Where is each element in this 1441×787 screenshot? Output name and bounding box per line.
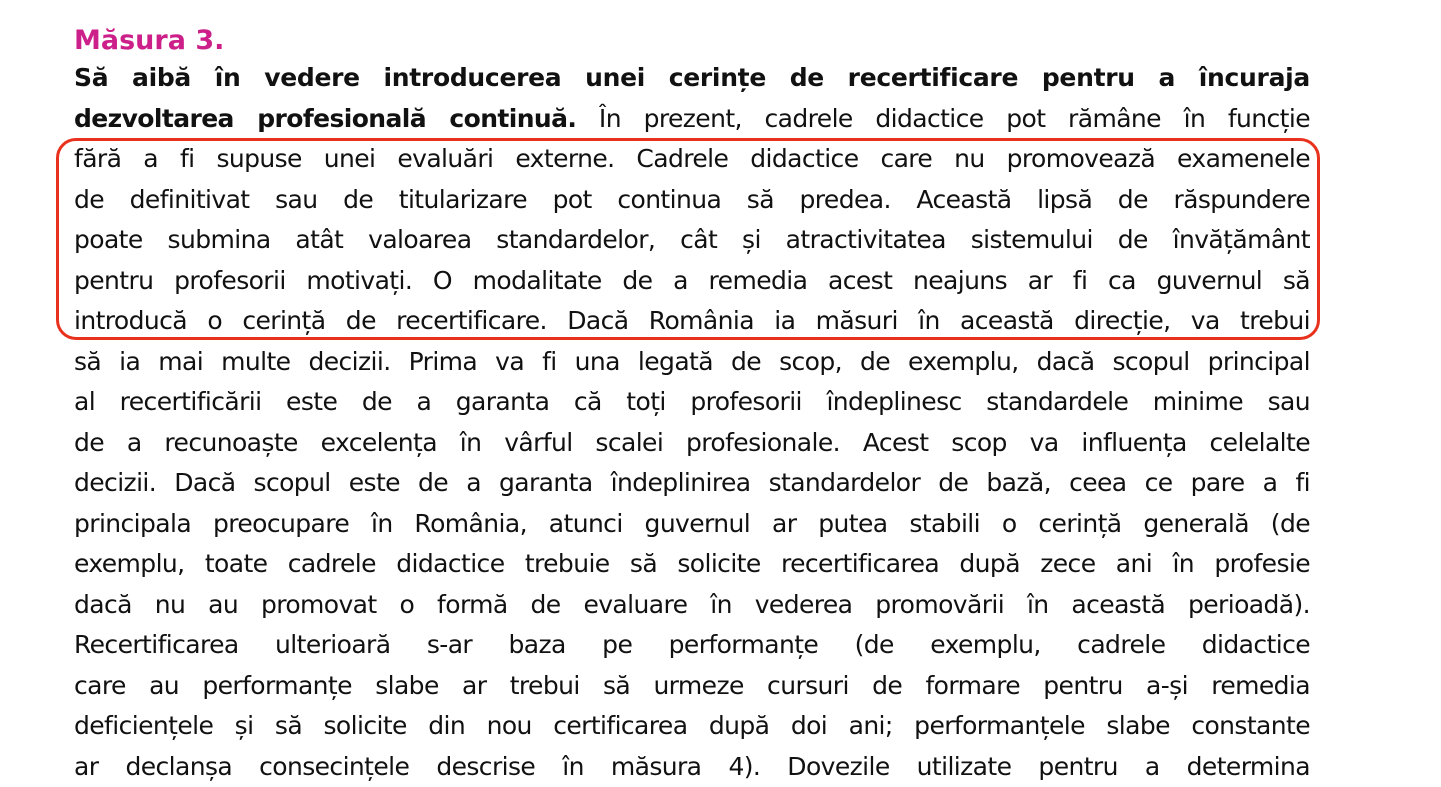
body-line-5: poate submina atât valoarea standardelor, cât și atractivitatea sistemului de învățământ — [74, 225, 1310, 254]
body-line-2-text: În prezent, cadrele didactice pot rămâne în funcție — [576, 103, 1310, 133]
body-line-18: ar declanșa consecințele descrise în măsura 4). Dovezile utilizate pentru a determina — [74, 751, 1310, 781]
body-line-4: de definitivat sau de titularizare pot continua să predea. Această lipsă de răspundere — [74, 184, 1310, 214]
bold-title-line-1: Să aibă în vedere introducerea unei cerințe de recertificare pentru a încuraja — [74, 63, 1310, 92]
body-line-2 — [74, 99, 1310, 140]
body-line-16: care au performanțe slabe ar trebui să urmeze cursuri de formare pentru a-și remedia — [74, 670, 1310, 700]
document-page — [74, 24, 1310, 787]
body-line-15: Recertificarea ulterioară s-ar baza pe performanțe (de exemplu, cadrele didactice — [74, 630, 1310, 659]
body-line-9: al recertificării este de a garanta că toți profesorii îndeplinesc standardele minime sau — [74, 387, 1310, 416]
body-line-13: exemplu, toate cadrele didactice trebuie să solicite recertificarea după zece ani în profesie — [74, 549, 1310, 578]
bold-title-line-2: dezvoltarea profesională continuă. — [74, 103, 577, 133]
body-line-7: introducă o cerință de recertificare. Dacă România ia măsuri în această direcție, va trebui — [74, 306, 1310, 335]
body-line-3: fără a fi supuse unei evaluări externe. Cadrele didactice care nu promovează examenele — [74, 144, 1310, 173]
body-line-17: deficiențele și să solicite din nou certificarea după doi ani; performanțele slabe constante — [74, 711, 1310, 740]
body-line-10: de a recunoaște excelența în vârful scalei profesionale. Acest scop va influența celelalte — [74, 427, 1310, 457]
body-line-14: dacă nu au promovat o formă de evaluare în vederea promovării în această perioadă). — [74, 589, 1310, 619]
body-line-6: pentru profesorii motivați. O modalitate de a remedia acest neajuns ar fi ca guvernul să — [74, 265, 1310, 295]
body-line-12: principala preocupare în România, atunci guvernul ar putea stabili o cerință generală (de — [74, 508, 1310, 538]
body-line-8: să ia mai multe decizii. Prima va fi una legată de scop, de exemplu, dacă scopul principal — [74, 346, 1310, 376]
section-heading: Măsura 3. — [74, 25, 225, 56]
body-line-11: decizii. Dacă scopul este de a garanta îndeplinirea standardelor de bază, ceea ce pare a fi — [74, 468, 1310, 497]
